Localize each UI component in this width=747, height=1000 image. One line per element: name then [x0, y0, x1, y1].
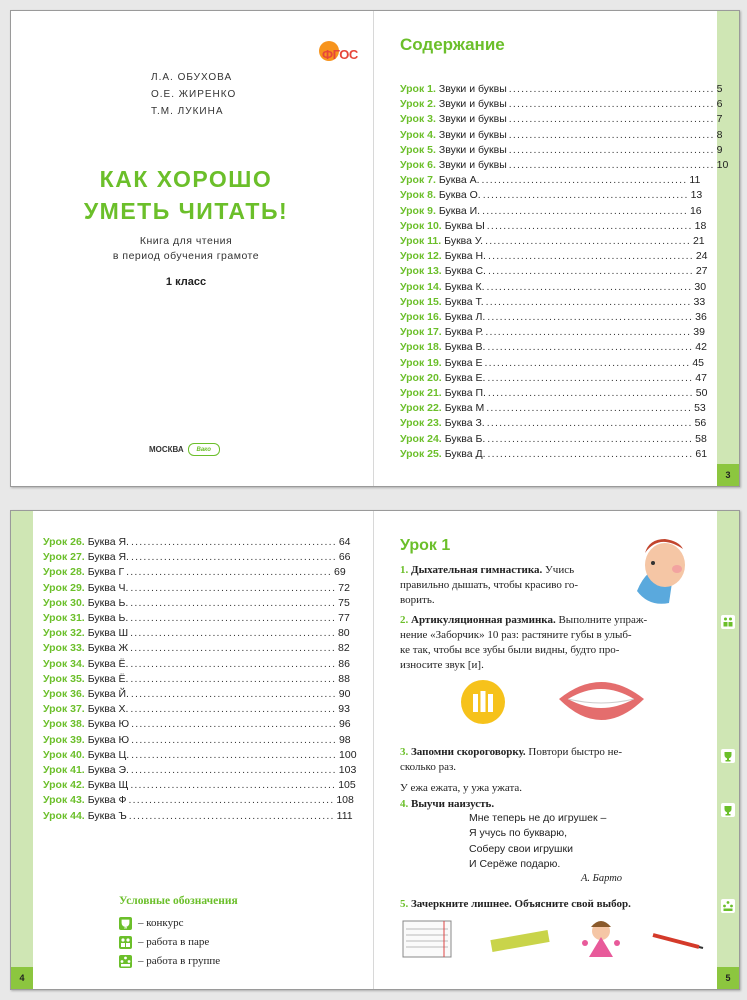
toc-entry-title: Буква Ю: [87, 718, 130, 731]
poem-line: Соберу свои игрушки: [469, 842, 573, 855]
toc-entry-title: Буква И.: [438, 204, 481, 217]
page-gutter: [373, 511, 374, 989]
legend-item: – работа в паре: [119, 933, 220, 952]
toc-entry-title: Звуки и буквы: [438, 113, 507, 126]
toc-entry-label: Урок 32.: [43, 627, 85, 640]
toc-entry-label: Урок 3.: [400, 113, 436, 126]
toc-entry-label: Урок 8.: [400, 189, 436, 202]
toc-entry-label: Урок 41.: [43, 764, 85, 777]
toc-entry: [43, 717, 351, 732]
toc-entry-label: Урок 37.: [43, 703, 85, 716]
fence-icon: [460, 679, 506, 725]
toc-entry-label: Урок 42.: [43, 779, 85, 792]
toc-entry-page: 10: [716, 159, 729, 172]
toc-leader-dots: ..................................................: [508, 128, 715, 141]
toc-leader-dots: ..................................................: [130, 672, 337, 685]
toc-entry-page: 21: [692, 235, 705, 248]
toc-entry-page: 50: [695, 387, 708, 400]
toc-entry: [400, 143, 723, 158]
authors: [151, 69, 236, 120]
toc-entry-title: Буква Т.: [444, 295, 484, 308]
toc-entry-page: 88: [338, 672, 350, 685]
toc-entry-title: Звуки и буквы: [438, 128, 507, 141]
toc-entry-label: Урок 29.: [43, 581, 85, 594]
toc-entry-page: 9: [716, 143, 723, 156]
toc-leader-dots: ..................................................: [130, 779, 337, 792]
toc-entry-title: Звуки и буквы: [438, 143, 507, 156]
toc-entry-page: 103: [338, 764, 357, 777]
toc-leader-dots: ..................................................: [482, 204, 688, 217]
author: О.Е. ЖИРЕНКО: [151, 89, 237, 100]
toc-entry-label: Урок 16.: [400, 311, 442, 324]
toc-entry: [43, 763, 357, 778]
toc-leader-dots: ..................................................: [130, 657, 337, 670]
toc-entry-page: 13: [690, 189, 703, 202]
legend-item: – конкурс: [119, 914, 220, 933]
toc-leader-dots: ..................................................: [485, 235, 691, 248]
poem-line: И Серёже подарю.: [469, 857, 561, 870]
toc-entry-page: 18: [694, 219, 707, 232]
toc-entry-title: Буква У.: [444, 235, 484, 248]
toc-leader-dots: ..................................................: [130, 612, 337, 625]
toc-entry-page: 33: [693, 295, 706, 308]
toc-entry-page: 72: [338, 581, 350, 594]
toc-entry: [400, 280, 707, 295]
toc-entry-title: Буква К.: [444, 280, 485, 293]
toc-entry-title: Буква О.: [438, 189, 481, 202]
toc-entry-page: 66: [338, 551, 351, 564]
poem: [469, 811, 606, 872]
toc-entry-label: Урок 20.: [400, 371, 442, 384]
task-1: 1. Дыхательная гимнастика. Учись правильно дышать, чтобы красиво го- ворить.: [400, 564, 579, 606]
toc-entry-title: Буква Ц.: [87, 748, 130, 761]
toc-entry: [400, 188, 703, 203]
toc-entry: [43, 596, 350, 611]
toc-entry-page: 86: [338, 657, 350, 670]
poem-line: Я учусь по букварю,: [469, 827, 567, 840]
toc-entry-page: 7: [716, 113, 723, 126]
toc-entry-page: 16: [689, 204, 702, 217]
toc-entry: [43, 793, 354, 808]
toc-entry: [400, 432, 707, 447]
fgos-logo: ФГОС: [316, 39, 356, 73]
toc-entry-page: 64: [338, 536, 351, 548]
toc-entry-page: 96: [338, 718, 351, 731]
ruler-illustration: [489, 929, 551, 953]
author: Т.М. ЛУКИНА: [151, 106, 224, 117]
legend-title: Условные обозначения: [119, 895, 238, 907]
toc-entry-title: Буква Б.: [444, 432, 486, 445]
toc-leader-dots: ..................................................: [130, 536, 337, 548]
toc-entry-page: 30: [694, 280, 707, 293]
toc-entry: [400, 82, 723, 97]
toc-entry: [400, 158, 729, 173]
toc-entry-title: Буква Й.: [87, 688, 129, 701]
toc-leader-dots: ..................................................: [130, 627, 336, 640]
toc-entry-page: 11: [689, 174, 701, 187]
toc-entry: [400, 173, 700, 188]
publisher-imprint: [149, 443, 220, 456]
toc-leader-dots: ..................................................: [130, 688, 337, 701]
city: МОСКВА: [149, 445, 184, 454]
toc-entry-title: Звуки и буквы: [438, 98, 507, 111]
toc-entry: [43, 778, 356, 793]
toc-leader-dots: ..................................................: [486, 417, 693, 430]
toc-leader-dots: ..................................................: [508, 113, 715, 126]
toc-entry-title: Буква Е.: [444, 371, 486, 384]
toc-entry-page: 69: [334, 566, 346, 579]
toc-entry: [400, 128, 723, 143]
toc-leader-dots: ..................................................: [486, 280, 693, 293]
toc-entry-label: Урок 15.: [400, 295, 442, 308]
pen-illustration: [649, 929, 705, 953]
toc-entry-label: Урок 28.: [43, 566, 85, 579]
toc-entry: [400, 310, 707, 325]
toc-leader-dots: ..................................................: [485, 326, 692, 339]
toc-entry: [400, 371, 707, 386]
toc-entry-title: Звуки и буквы: [438, 159, 507, 172]
cup-icon: [119, 917, 132, 930]
toc-entry-page: 8: [716, 128, 723, 141]
pair-icon: [119, 936, 132, 949]
toc-leader-dots: ..................................................: [487, 387, 694, 400]
toc-leader-dots: ..................................................: [130, 596, 337, 609]
toc-entry-title: Буква Ю: [87, 733, 130, 746]
task-4: 4. Выучи наизусть.: [400, 798, 495, 810]
toc-entry: [400, 356, 705, 371]
group-icon: [721, 899, 735, 913]
task-3: 3. Запомни скороговорку. Повтори быстро не- сколько раз. У ежа ежата, у ужа ужата.: [400, 746, 623, 794]
toc-entry-label: Урок 4.: [400, 128, 436, 141]
toc-entry-title: Буква Э.: [87, 764, 129, 777]
toc-leader-dots: ..................................................: [508, 83, 715, 95]
toc-entry-label: Урок 40.: [43, 748, 85, 761]
toc-entry-label: Урок 7.: [400, 174, 436, 187]
toc-entry-page: 80: [337, 627, 350, 640]
toc-entry: [43, 748, 357, 763]
toc-entry: [400, 340, 707, 355]
toc-entry-page: 56: [694, 417, 707, 430]
toc-entry-page: 36: [695, 311, 707, 324]
toc-entry-title: Буква С.: [444, 265, 486, 278]
toc-leader-dots: ..................................................: [487, 432, 694, 445]
toc-entry: [43, 657, 350, 672]
toc-leader-dots: ..................................................: [487, 250, 694, 263]
toc-entry-page: 111: [336, 809, 353, 822]
toc-entry-label: Урок 12.: [400, 250, 442, 263]
toc-entry-label: Урок 35.: [43, 672, 85, 685]
toc-entry-title: Буква Ч.: [87, 581, 129, 594]
author: Л.А. ОБУХОВА: [151, 72, 233, 83]
toc-leader-dots: ..................................................: [128, 794, 335, 807]
toc-leader-dots: ..................................................: [130, 703, 337, 716]
toc-entry-title: Буква Х.: [87, 703, 129, 716]
toc-entry: [43, 550, 351, 565]
toc-entry: [400, 249, 708, 264]
spread-title-contents: [10, 10, 740, 487]
toc-entry-label: Урок 19.: [400, 356, 442, 369]
toc-entry-label: Урок 2.: [400, 98, 436, 111]
toc-entry-title: Буква Н.: [444, 250, 486, 263]
task-5: 5. Зачеркните лишнее. Объясните свой выбор.: [400, 898, 631, 910]
toc-entry-page: 90: [338, 688, 351, 701]
toc-entry-page: 82: [338, 642, 350, 655]
toc-leader-dots: ..................................................: [486, 219, 693, 232]
toc-leader-dots: ..................................................: [487, 447, 694, 460]
toc-entry-page: 98: [338, 733, 351, 746]
toc-entry-label: Урок 1.: [400, 83, 436, 95]
toc-entry-label: Урок 39.: [43, 733, 85, 746]
toc-leader-dots: ..................................................: [481, 174, 688, 187]
contents-heading: Содержание: [400, 35, 505, 54]
toc-entry-title: Буква М: [444, 402, 485, 415]
toc-entry-title: Буква Ш: [87, 627, 129, 640]
toc-leader-dots: ..................................................: [487, 371, 694, 384]
toc-leader-dots: ..................................................: [484, 356, 691, 369]
toc-entry-title: Буква Е: [444, 356, 483, 369]
toc-entry: [400, 219, 707, 234]
toc-entry: [43, 672, 350, 687]
toc-entry-page: 47: [695, 371, 707, 384]
toc-leader-dots: ..................................................: [128, 809, 335, 822]
toc-entry-label: Урок 14.: [400, 280, 442, 293]
page-number-5: 5: [717, 967, 739, 989]
toc-leader-dots: ..................................................: [130, 642, 337, 655]
toc-entry-label: Урок 43.: [43, 794, 85, 807]
toc-entry-page: 42: [695, 341, 707, 354]
toc-entry: [400, 234, 705, 249]
toc-entry: [400, 112, 723, 127]
toc-entry-title: Буква Ь.: [87, 612, 129, 625]
toc-entry-title: Буква Я.: [87, 551, 129, 564]
toc-entry: [43, 535, 351, 550]
toc-entry: [400, 97, 723, 112]
toc-leader-dots: ..................................................: [482, 189, 689, 202]
poem-author: А. Барто: [581, 873, 623, 884]
cup-icon: [721, 803, 735, 817]
toc-entry-title: Буква А.: [438, 174, 480, 187]
toc-leader-dots: ..................................................: [130, 581, 337, 594]
book-subtitle: Книга для чтения в период обучения грамоте: [112, 235, 260, 262]
toc-entry-title: Буква В.: [444, 341, 486, 354]
toc-entry: [400, 204, 700, 219]
toc-entry-label: Урок 17.: [400, 326, 442, 339]
toc-leader-dots: ..................................................: [126, 566, 333, 579]
toc-entry-page: 39: [693, 326, 705, 339]
toc-entry-title: Буква Ъ: [87, 809, 127, 822]
toc-entry-label: Урок 24.: [400, 432, 442, 445]
toc-entry-label: Урок 6.: [400, 159, 436, 172]
toc-entry: [43, 581, 350, 596]
toc-entry-title: Буква Ф: [87, 794, 127, 807]
toc-entry-title: Буква Р.: [444, 326, 484, 339]
toc-leader-dots: ..................................................: [487, 311, 694, 324]
toc-entry-label: Урок 10.: [400, 219, 442, 232]
toc-entry-page: 5: [716, 83, 723, 95]
toc-entry: [43, 687, 351, 702]
toc-entry-label: Урок 25.: [400, 447, 442, 460]
toc-leader-dots: ..................................................: [487, 341, 694, 354]
toc-entry-label: Урок 27.: [43, 551, 85, 564]
toc-entry: [400, 401, 706, 416]
toc-entry-title: Буква Ь.: [87, 596, 129, 609]
legend: [119, 914, 220, 971]
toc-entry-page: 75: [338, 596, 350, 609]
grade: 1 класс: [165, 276, 207, 288]
toc-entry-title: Буква П.: [444, 387, 486, 400]
toc-leader-dots: ..................................................: [508, 143, 715, 156]
toc-entry-label: Урок 21.: [400, 387, 442, 400]
toc-entry-title: Буква Я.: [87, 536, 129, 548]
toc-entry-label: Урок 9.: [400, 204, 436, 217]
toc-leader-dots: ..................................................: [508, 98, 715, 111]
toc-leader-dots: ..................................................: [508, 159, 715, 172]
toc-entry-label: Урок 44.: [43, 809, 85, 822]
toc-entry-label: Урок 34.: [43, 657, 85, 670]
toc-entry-title: Буква Щ: [87, 779, 129, 792]
toc-leader-dots: ..................................................: [130, 551, 337, 564]
toc-entry: [43, 611, 350, 626]
toc-entry-title: Буква З.: [444, 417, 485, 430]
page-number-3: 3: [717, 464, 739, 486]
page-number-4: 4: [11, 967, 33, 989]
toc-leader-dots: ..................................................: [131, 748, 338, 761]
toc-entry-title: Буква Ё.: [87, 657, 129, 670]
toc-leader-dots: ..................................................: [131, 718, 337, 731]
toc-entry-label: Урок 22.: [400, 402, 442, 415]
toc-entry-label: Урок 18.: [400, 341, 442, 354]
toc-entry: [43, 626, 350, 641]
toc-leader-dots: ..................................................: [130, 764, 337, 777]
doll-illustration: [577, 917, 625, 961]
toc-entry-page: 45: [692, 356, 705, 369]
toc-entry-page: 93: [338, 703, 350, 716]
toc-entry-label: Урок 26.: [43, 536, 85, 548]
toc-entry-label: Урок 13.: [400, 265, 442, 278]
toc-entry-label: Урок 30.: [43, 596, 85, 609]
group-icon: [119, 955, 132, 968]
toc-entry-title: Буква Г: [87, 566, 125, 579]
toc-entry: [43, 702, 350, 717]
toc-entry-label: Урок 11.: [400, 235, 442, 248]
toc-entry: [400, 264, 708, 279]
toc-entry-title: Буква Ж: [87, 642, 129, 655]
toc-leader-dots: ..................................................: [487, 265, 694, 278]
toc-entry-page: 61: [695, 447, 708, 460]
toc-entry-page: 105: [338, 779, 356, 792]
toc-entry-page: 53: [694, 402, 706, 415]
toc-entry-page: 24: [695, 250, 708, 263]
toc-entry-page: 108: [336, 794, 354, 807]
toc-entry: [400, 325, 705, 340]
toc-leader-dots: ..................................................: [485, 295, 692, 308]
toc-entry-title: Буква Ё.: [87, 672, 129, 685]
toc-entry: [43, 733, 351, 748]
toc-entry: [43, 565, 346, 580]
contents-list-continued: [43, 535, 357, 824]
toc-entry-label: Урок 23.: [400, 417, 442, 430]
toc-entry-title: Звуки и буквы: [438, 83, 507, 95]
book-title: КАК ХОРОШО УМЕТЬ ЧИТАТЬ!: [83, 166, 289, 224]
toc-entry-page: 58: [695, 432, 707, 445]
notebook-illustration: [400, 917, 456, 961]
toc-entry-page: 77: [338, 612, 350, 625]
toc-entry: [43, 641, 350, 656]
toc-entry-title: Буква Д.: [444, 447, 486, 460]
task-2: 2. Артикуляционная разминка. Выполните упраж- нение «Заборчик» 10 раз: растяните губы в улыб- ке так, чтобы все зубы были видны, будто про- износите звук [и].: [400, 614, 648, 671]
legend-item: – работа в группе: [119, 952, 220, 971]
toc-leader-dots: ..................................................: [486, 402, 693, 415]
pair-icon: [721, 615, 735, 629]
poem-line: Мне теперь не до игрушек –: [469, 812, 607, 824]
toc-entry: [400, 295, 706, 310]
toc-entry-page: 27: [695, 265, 708, 278]
toc-entry: [400, 447, 708, 462]
cup-icon: [721, 749, 735, 763]
toc-leader-dots: ..................................................: [131, 733, 337, 746]
toc-entry-label: Урок 38.: [43, 718, 85, 731]
toc-entry-label: Урок 5.: [400, 143, 436, 156]
toc-entry-page: 6: [716, 98, 723, 111]
toc-entry-title: Буква Л.: [444, 311, 486, 324]
toc-entry-page: 100: [339, 748, 357, 761]
lesson-title: Урок 1: [400, 537, 451, 554]
toc-entry-label: Урок 33.: [43, 642, 85, 655]
toc-entry-label: Урок 36.: [43, 688, 85, 701]
toc-entry: [43, 809, 353, 824]
publisher-logo: Вако: [188, 443, 220, 456]
toc-entry-label: Урок 31.: [43, 612, 85, 625]
toc-entry-title: Буква Ы: [444, 219, 485, 232]
toc-entry: [400, 416, 707, 431]
spread-contents-lesson: [10, 510, 740, 990]
smile-mouth-illustration: [554, 671, 649, 731]
contents-list: [400, 82, 729, 462]
page-gutter: [373, 11, 374, 486]
toc-entry: [400, 386, 708, 401]
page-edge-strip: [11, 511, 33, 989]
